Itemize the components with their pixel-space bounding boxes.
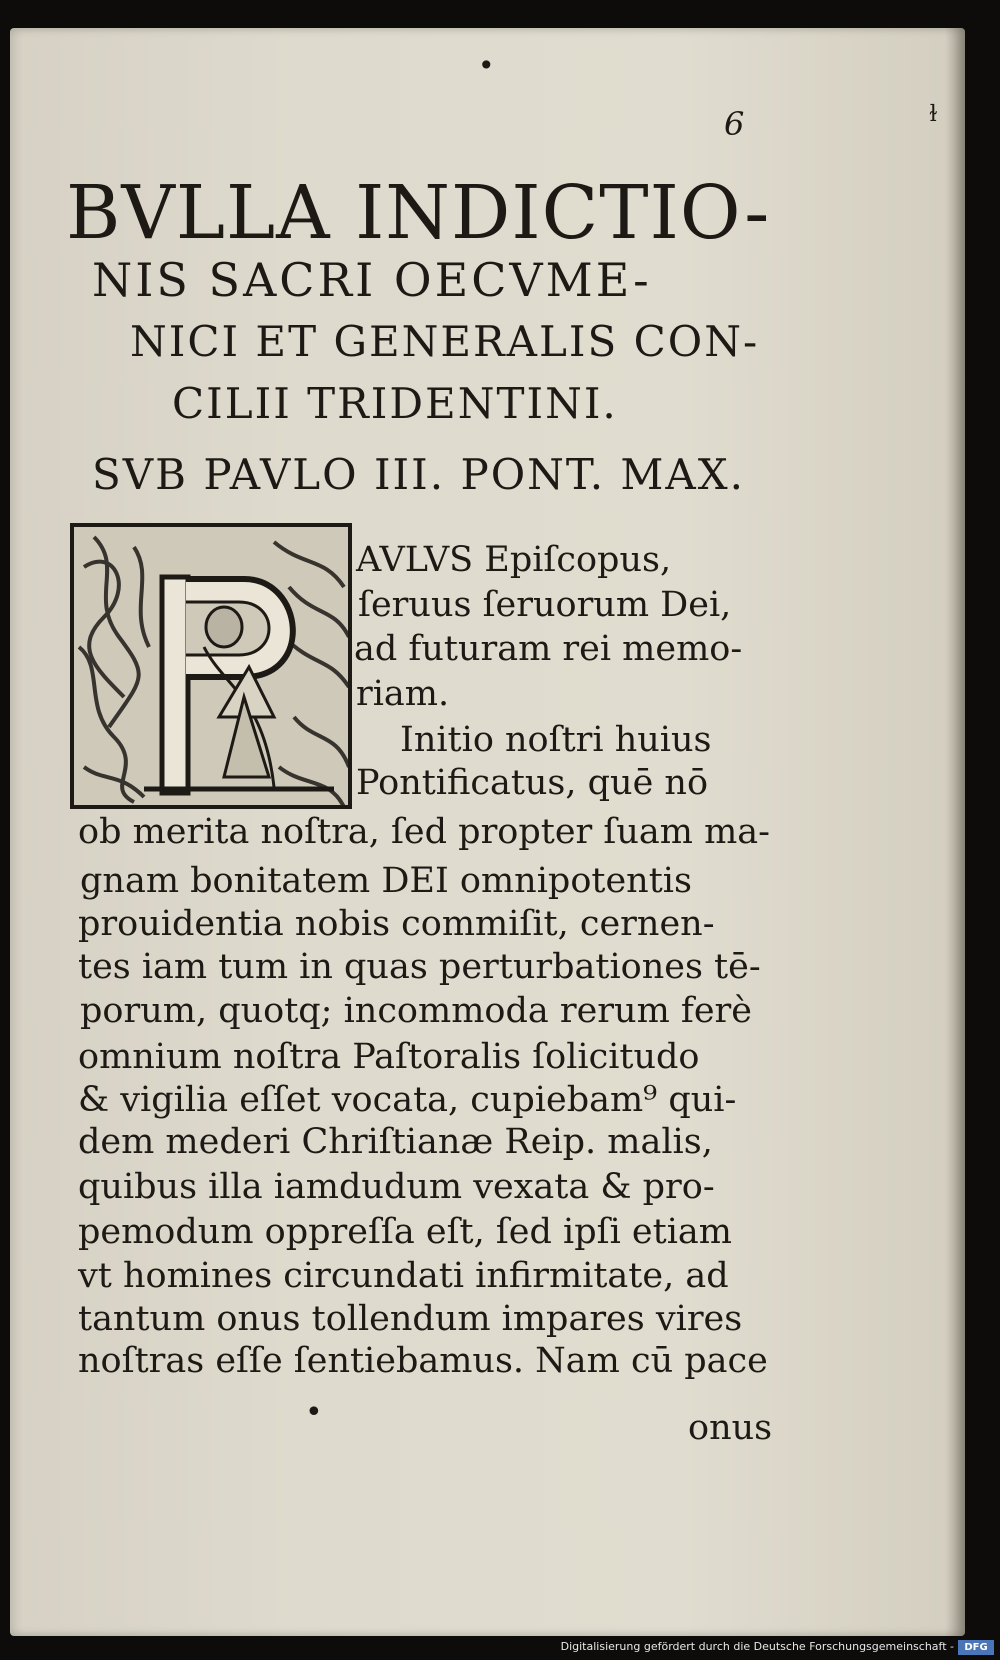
top-dot-mark: • <box>478 49 495 82</box>
text-line: tantum onus tollendum impares vires <box>78 1299 743 1339</box>
digitization-credit: Digitalisierung gefördert durch die Deutsche Forschungsgemeinschaft - <box>560 1640 954 1653</box>
title-line-1: BVLLA INDICTIO- <box>66 170 771 256</box>
footer-bar <box>0 1636 1000 1660</box>
text-line: tes iam tum in quas perturbationes tē- <box>78 947 761 987</box>
text-line: ſeruus ſeruorum Dei, <box>358 585 732 625</box>
text-line: Initio noſtri huius <box>400 720 712 760</box>
folio-number: 6 <box>724 105 745 143</box>
bottom-dot-mark: • <box>305 1395 323 1430</box>
woodcut-illustration <box>74 527 352 809</box>
text-line: gnam bonitatem DEI omnipotentis <box>80 861 692 901</box>
text-line: Pontificatus, quē nō <box>356 763 709 803</box>
text-line: pemodum oppreſſa eſt, ſed ipſi etiam <box>78 1212 732 1252</box>
text-line: AVLVS Epiſcopus, <box>356 540 672 580</box>
title-line-3: NICI ET GENERALIS CON- <box>130 317 760 366</box>
text-line: dem mederi Chriſtianæ Reip. malis, <box>78 1122 713 1162</box>
dfg-logo: DFG <box>958 1640 994 1655</box>
text-line: quibus illa iamdudum vexata & pro- <box>78 1167 715 1207</box>
text-line: ob merita noſtra, ſed propter ſuam ma- <box>78 812 770 852</box>
title-line-4: CILII TRIDENTINI. <box>172 379 618 428</box>
text-line: riam. <box>356 674 450 714</box>
text-line: prouidentia nobis commiſit, cernen- <box>78 904 715 944</box>
page-edge-shadow <box>945 28 965 1636</box>
decorated-initial-p <box>70 523 352 809</box>
text-line: omnium noſtra Paſtoralis ſolicitudo <box>78 1037 700 1077</box>
text-line: porum, quotq; incommoda rerum ferè <box>80 991 752 1031</box>
title-line-2: NIS SACRI OECVME- <box>92 253 652 307</box>
text-line: noſtras eſſe ſentiebamus. Nam cū pace <box>78 1341 768 1381</box>
text-line: vt homines circundati infirmitate, ad <box>78 1256 729 1296</box>
text-line: & vigilia eſſet vocata, cupiebam⁹ qui- <box>78 1080 737 1120</box>
text-line: ad futuram rei memo- <box>354 629 743 669</box>
edge-mark: ɫ <box>929 102 938 127</box>
catchword: onus <box>688 1408 773 1448</box>
subtitle: SVB PAVLO III. PONT. MAX. <box>92 450 746 499</box>
